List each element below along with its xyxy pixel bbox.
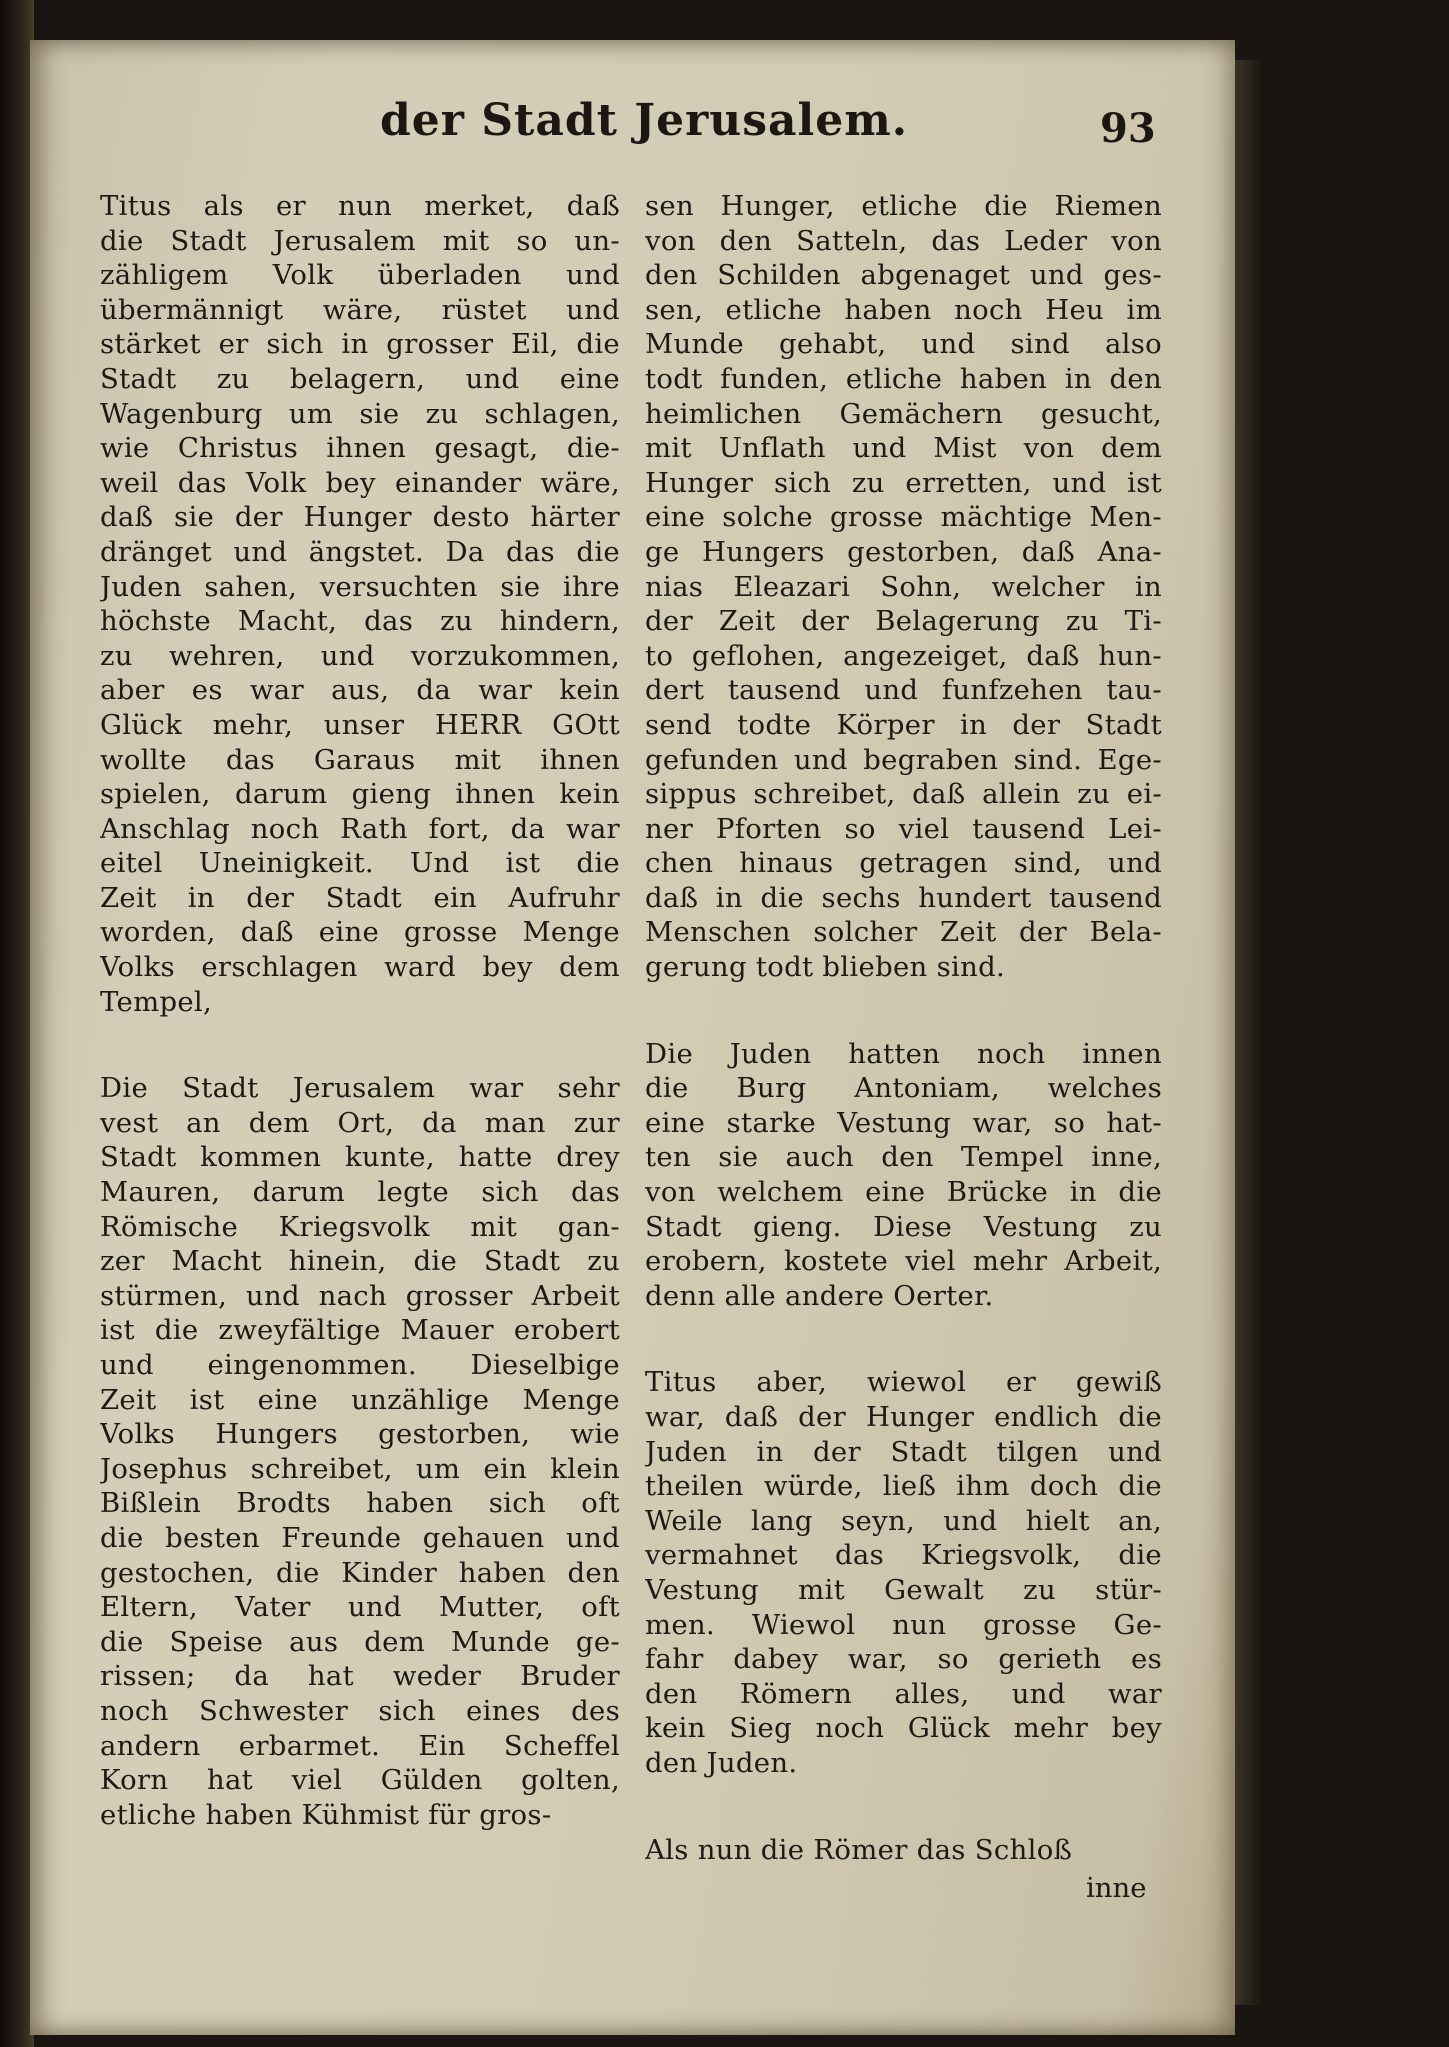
text-line: und eingenommen. Dieselbige (100, 1349, 620, 1381)
text-line: Titus als er nun merket, daß (100, 190, 620, 222)
text-line: wollte das Garaus mit ihnen (100, 743, 620, 776)
text-line: übermännigt wäre, rüstet und (100, 293, 620, 326)
text-line: send todte Körper in der Stadt (645, 708, 1162, 741)
text-line: dert tausend und funfzehen tau- (645, 674, 1162, 707)
text-line: Weile lang seyn, und hielt an, (645, 1504, 1162, 1537)
text-line: den Juden. (645, 1746, 798, 1779)
text-line: Volks Hungers gestorben, wie (100, 1418, 620, 1451)
text-line: dränget und ängstet. Da das die (100, 535, 620, 568)
text-line: todt funden, etliche haben in den (645, 362, 1162, 395)
text-line: Bißlein Brodts haben sich oft (100, 1487, 620, 1520)
text-line: Römische Kriegsvolk mit gan- (100, 1210, 620, 1243)
text-line: Menschen solcher Zeit der Bela- (645, 916, 1162, 949)
book-edge (1235, 60, 1265, 2005)
text-line: aber es war aus, da war kein (100, 674, 620, 707)
text-line: der Zeit der Belagerung zu Ti- (645, 605, 1162, 638)
text-line: Tempel, (100, 985, 213, 1018)
paragraph-gap (645, 1313, 1162, 1365)
text-line: die besten Freunde gehauen und (100, 1521, 620, 1554)
text-line: ist die zweyfältige Mauer erobert (100, 1314, 620, 1347)
catchword: inne (1086, 1872, 1147, 1904)
text-line: den Römern alles, und war (645, 1677, 1162, 1710)
text-line: denn alle andere Oerter. (645, 1279, 994, 1312)
text-line: etliche haben Kühmist für gros- (100, 1798, 552, 1831)
paragraph-gap (645, 985, 1162, 1037)
text-line: nias Eleazari Sohn, welcher in (645, 570, 1162, 603)
text-line: men. Wiewol nun grosse Ge- (645, 1608, 1162, 1641)
text-line: stärket er sich in grosser Eil, die (100, 328, 620, 361)
text-line: den Schilden abgenaget und ges- (645, 259, 1162, 292)
text-line: war, daß der Hunger endlich die (645, 1401, 1162, 1433)
text-line: sippus schreibet, daß allein zu ei- (645, 778, 1162, 811)
text-line: heimlichen Gemächern gesucht, (645, 397, 1162, 430)
text-line: Zeit ist eine unzählige Menge (100, 1383, 620, 1416)
text-line: Die Juden hatten noch innen (645, 1037, 1162, 1070)
text-line: spielen, darum gieng ihnen kein (100, 778, 620, 811)
text-line: vest an dem Ort, da man zur (100, 1106, 620, 1139)
text-line: vermahnet das Kriegsvolk, die (645, 1539, 1162, 1572)
text-line: Anschlag noch Rath fort, da war (100, 812, 620, 845)
paragraph-gap (100, 1019, 620, 1071)
text-line: worden, daß eine grosse Menge (100, 916, 620, 949)
text-line: Glück mehr, unser HERR GOtt (100, 708, 620, 741)
text-line: Die Stadt Jerusalem war sehr (100, 1072, 620, 1105)
text-line: to geflohen, angezeiget, daß hun- (645, 639, 1162, 672)
paragraph-gap (645, 1781, 1162, 1833)
text-line: Juden in der Stadt tilgen und (645, 1435, 1162, 1468)
text-line: Juden sahen, versuchten sie ihre (100, 570, 620, 603)
text-line: fahr dabey war, so gerieth es (645, 1643, 1162, 1676)
text-line: chen hinaus getragen sind, und (645, 847, 1162, 880)
text-line: Titus aber, wiewol er gewiß (645, 1366, 1162, 1399)
text-line: Als nun die Römer das Schloß (645, 1833, 1073, 1866)
text-line: Wagenburg um sie zu schlagen, (100, 397, 620, 430)
text-line: noch Schwester sich eines des (100, 1694, 620, 1727)
text-line: zer Macht hinein, die Stadt zu (100, 1245, 620, 1278)
text-line: ge Hungers gestorben, daß Ana- (645, 535, 1162, 568)
right-column (645, 189, 1162, 1867)
text-line: von welchem eine Brücke in die (645, 1176, 1162, 1209)
text-line: eine starke Vestung war, so hat- (645, 1106, 1162, 1139)
text-line: sen, etliche haben noch Heu im (645, 293, 1162, 326)
text-line: eine solche grosse mächtige Men- (645, 501, 1162, 534)
text-line: die Speise aus dem Munde ge- (100, 1625, 620, 1658)
text-line: stürmen, und nach grosser Arbeit (100, 1279, 620, 1312)
text-line: gerung todt blieben sind. (645, 951, 1006, 984)
text-line: Hunger sich zu erretten, und ist (645, 466, 1162, 499)
text-line: kein Sieg noch Glück mehr bey (645, 1712, 1162, 1745)
book-spine (0, 0, 34, 2047)
page-number: 93 (1100, 105, 1156, 152)
text-line: Stadt kommen kunte, hatte drey (100, 1141, 620, 1174)
text-line: Vestung mit Gewalt zu stür- (645, 1573, 1162, 1606)
text-line: die Stadt Jerusalem mit so un- (100, 224, 620, 257)
text-line: Stadt zu belagern, und eine (100, 362, 620, 395)
text-line: Josephus schreibet, um ein klein (100, 1452, 620, 1485)
text-line: weil das Volk bey einander wäre, (100, 466, 620, 499)
text-line: theilen würde, ließ ihm doch die (645, 1470, 1162, 1503)
text-line: eitel Uneinigkeit. Und ist die (100, 847, 620, 880)
text-line: Eltern, Vater und Mutter, oft (100, 1591, 620, 1624)
text-line: rissen; da hat weder Bruder (100, 1660, 620, 1693)
text-line: zähligem Volk überladen und (100, 259, 620, 292)
text-line: ner Pforten so viel tausend Lei- (645, 812, 1162, 845)
text-line: ten sie auch den Tempel inne, (645, 1141, 1162, 1174)
left-column (100, 189, 620, 1832)
running-header: der Stadt Jerusalem. (380, 95, 909, 146)
text-line: Korn hat viel Gülden golten, (100, 1764, 620, 1797)
text-line: Volks erschlagen ward bey dem (100, 951, 620, 984)
text-line: andern erbarmet. Ein Scheffel (100, 1729, 620, 1762)
text-line: daß sie der Hunger desto härter (100, 501, 620, 534)
text-line: gestochen, die Kinder haben den (100, 1556, 620, 1589)
text-line: höchste Macht, das zu hindern, (100, 605, 620, 638)
text-line: erobern, kostete viel mehr Arbeit, (645, 1245, 1162, 1278)
text-line: von den Satteln, das Leder von (645, 224, 1162, 257)
text-line: Mauren, darum legte sich das (100, 1176, 620, 1209)
text-line: Stadt gieng. Diese Vestung zu (645, 1210, 1162, 1243)
text-line: Zeit in der Stadt ein Aufruhr (100, 881, 620, 914)
text-line: zu wehren, und vorzukommen, (100, 639, 620, 672)
text-line: sen Hunger, etliche die Riemen (645, 190, 1162, 222)
text-line: gefunden und begraben sind. Ege- (645, 743, 1162, 776)
text-line: Munde gehabt, und sind also (645, 328, 1162, 361)
text-line: die Burg Antoniam, welches (645, 1072, 1162, 1105)
text-line: daß in die sechs hundert tausend (645, 881, 1162, 914)
text-line: mit Unflath und Mist von dem (645, 432, 1162, 465)
text-line: wie Christus ihnen gesagt, die- (100, 432, 620, 465)
